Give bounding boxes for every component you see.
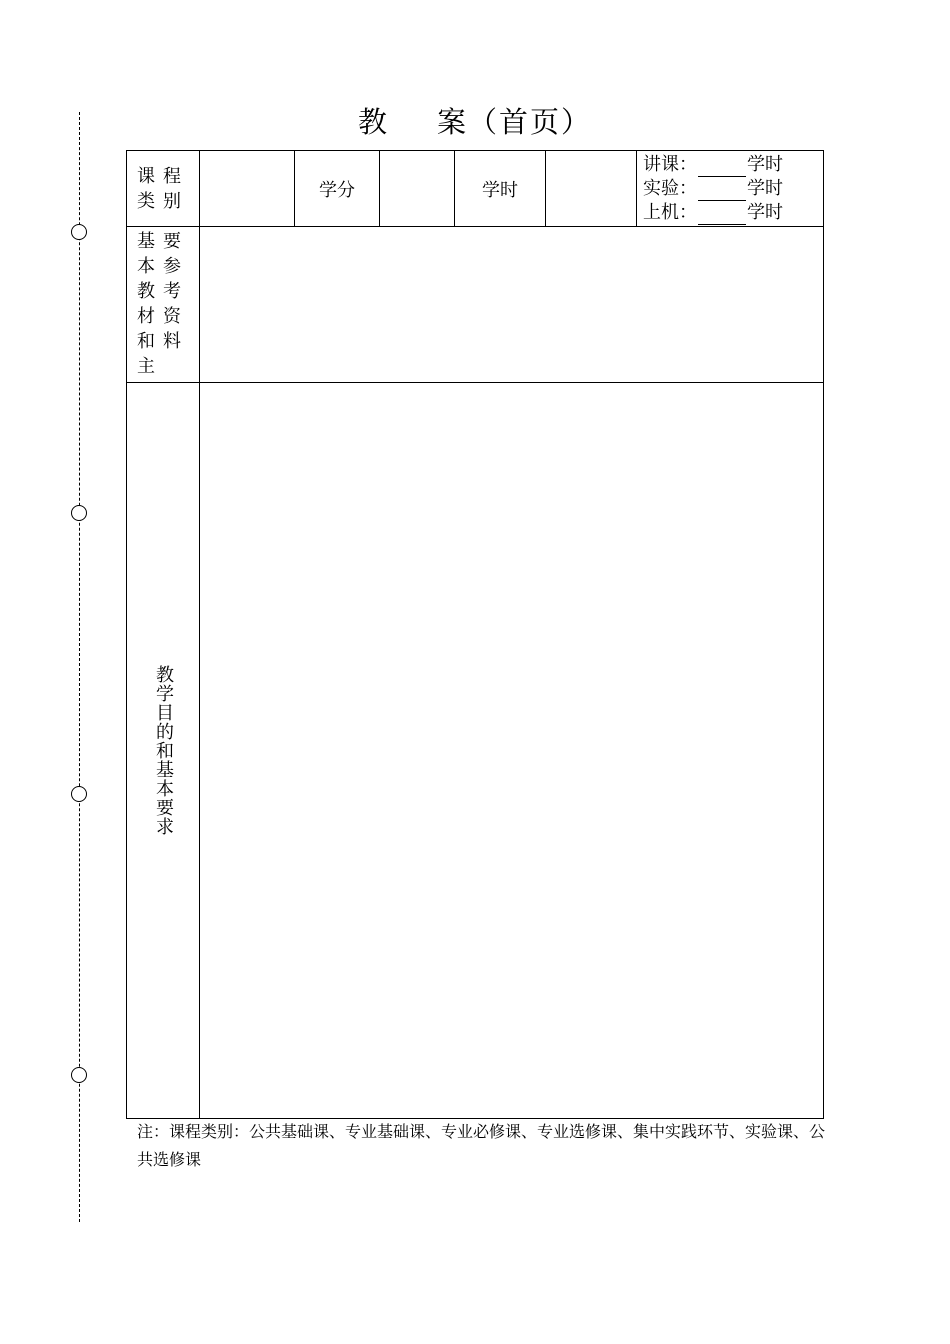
lab-hours-blank[interactable] (698, 182, 746, 201)
objectives-content[interactable] (200, 383, 824, 1119)
title-part-2: 案（首页） (437, 105, 593, 139)
label-char: 类 (137, 190, 155, 212)
label-char: 参 (163, 256, 181, 277)
hours-unit: 学时 (747, 153, 783, 175)
objectives-label: 教学目的和基本要求 (153, 665, 174, 836)
binding-line (79, 112, 80, 1222)
binding-hole (71, 1067, 87, 1083)
label-char: 程 (163, 165, 181, 187)
binding-hole (71, 505, 87, 521)
credit-label: 学分 (295, 151, 380, 227)
hours-unit: 学时 (747, 177, 783, 199)
textbook-label-cell (127, 227, 200, 383)
label-char: 本 (137, 256, 155, 277)
hours-value[interactable] (546, 151, 637, 227)
hours-breakdown (637, 153, 823, 225)
page-title (0, 100, 950, 141)
lesson-plan-table (126, 150, 824, 1119)
hours-unit: 学时 (747, 201, 783, 223)
hours-breakdown-cell (637, 151, 824, 227)
binding-hole (71, 224, 87, 240)
lecture-hours-blank[interactable] (698, 158, 746, 177)
label-char: 课 (137, 165, 155, 187)
label-char: 和 (137, 331, 155, 352)
label-char: 别 (163, 190, 181, 212)
computer-hours-row (643, 201, 817, 225)
course-type-value[interactable] (200, 151, 295, 227)
label-char: 主 (137, 356, 155, 377)
binding-hole (71, 786, 87, 802)
label-char: 料 (163, 331, 181, 352)
lecture-hours-row (643, 153, 817, 177)
lecture-label: 讲课： (643, 153, 697, 175)
label-char: 教 (137, 281, 155, 302)
computer-label: 上机： (643, 201, 697, 223)
footnote: 注：课程类别：公共基础课、专业基础课、专业必修课、专业选修课、集中实践环节、实验课、公共选修课 (137, 1122, 826, 1169)
credit-value[interactable] (380, 151, 455, 227)
label-char: 材 (137, 306, 155, 327)
title-part-1: 教 (357, 105, 389, 139)
label-char: 考 (163, 281, 181, 302)
label-char: 要 (163, 231, 181, 252)
lab-label: 实验： (643, 177, 697, 199)
label-char: 资 (163, 306, 181, 327)
textbook-content[interactable] (200, 227, 824, 383)
objectives-label-cell (127, 383, 200, 1119)
lab-hours-row (643, 177, 817, 201)
hours-label: 学时 (455, 151, 546, 227)
label-char: 基 (137, 231, 155, 252)
computer-hours-blank[interactable] (698, 206, 746, 225)
course-type-label-cell (127, 151, 200, 227)
course-type-label (127, 164, 199, 214)
textbook-label (127, 227, 199, 379)
